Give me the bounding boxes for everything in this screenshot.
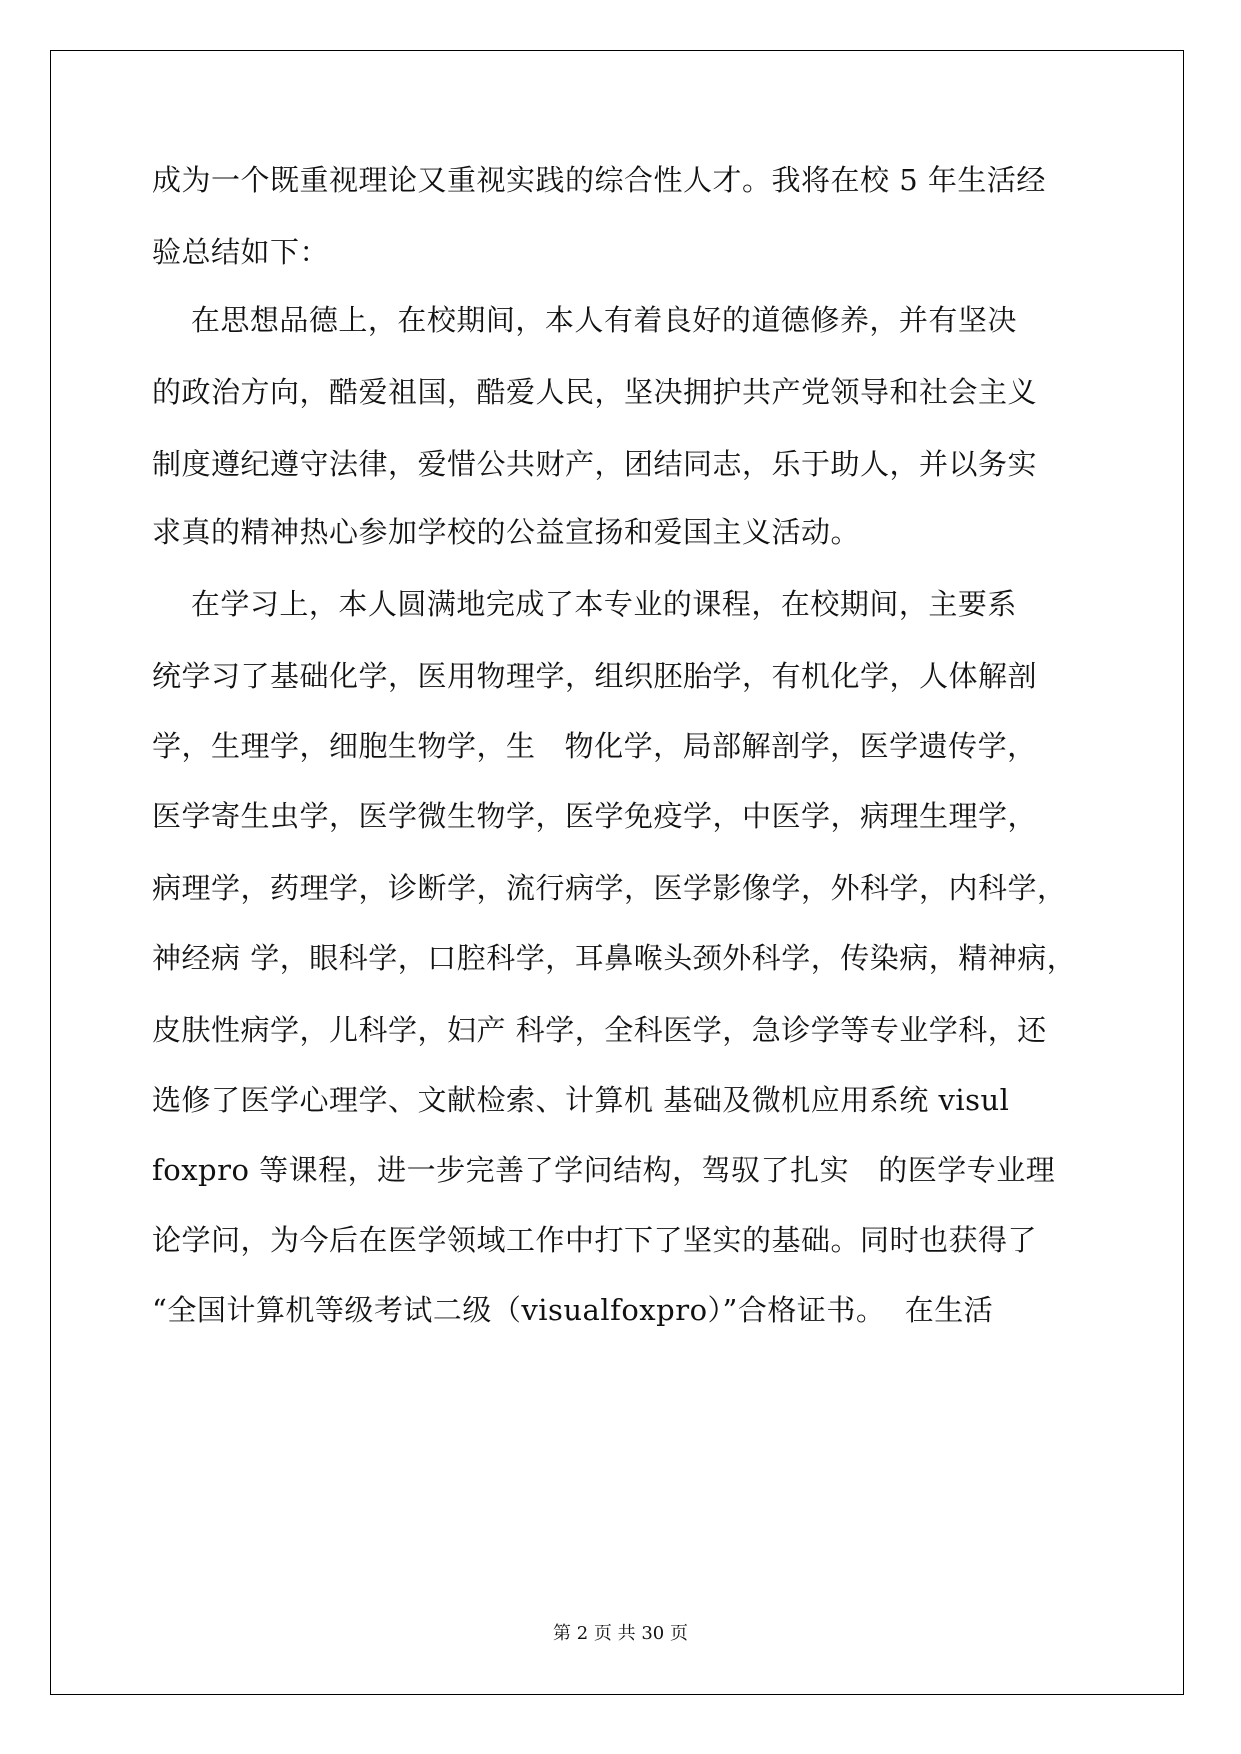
text-line: 制度遵纪遵守法律，爱惜公共财产，团结同志，乐于助人，并以务实 [152,447,1038,481]
text-line: 学，生理学，细胞生物学，生 物化学，局部解剖学，医学遗传学， [152,729,1037,763]
text-line: 求真的精神热心参加学校的公益宣扬和爱国主义活动。 [152,515,861,549]
text-line: 神经病 学，眼科学，口腔科学，耳鼻喉头颈外科学，传染病，精神病， [152,941,1077,975]
text-line: 论学问，为今后在医学领域工作中打下了坚实的基础。同时也获得了 [152,1223,1038,1257]
text-line: 的政治方向，酷爱祖国，酷爱人民，坚决拥护共产党领导和社会主义 [152,375,1038,409]
text-line: 选修了医学心理学、文献检索、计算机 基础及微机应用系统 visul [152,1083,1010,1117]
text-line: 皮肤性病学，儿科学，妇产 科学，全科医学，急诊学等专业学科，还 [152,1013,1047,1047]
text-line: foxpro 等课程，进一步完善了学问结构，驾驭了扎实 的医学专业理 [152,1153,1056,1187]
text-line: “全国计算机等级考试二级（visualfoxpro）”合格证书。 在生活 [152,1293,994,1327]
text-line: 统学习了基础化学，医用物理学，组织胚胎学，有机化学，人体解剖 [152,659,1038,693]
text-line: 病理学，药理学，诊断学，流行病学，医学影像学，外科学，内科学， [152,871,1067,905]
page-number-footer: 第 2 页 共 30 页 [553,1623,688,1644]
text-line: 验总结如下： [152,235,330,269]
text-line: 在思想品德上，在校期间，本人有着良好的道德修养，并有坚决 [152,303,1017,337]
text-line: 医学寄生虫学，医学微生物学，医学免疫学，中医学，病理生理学， [152,799,1038,833]
text-line: 在学习上，本人圆满地完成了本专业的课程，在校期间，主要系 [152,587,1017,621]
text-line: 成为一个既重视理论又重视实践的综合性人才。我将在校 5 年生活经 [152,163,1046,197]
